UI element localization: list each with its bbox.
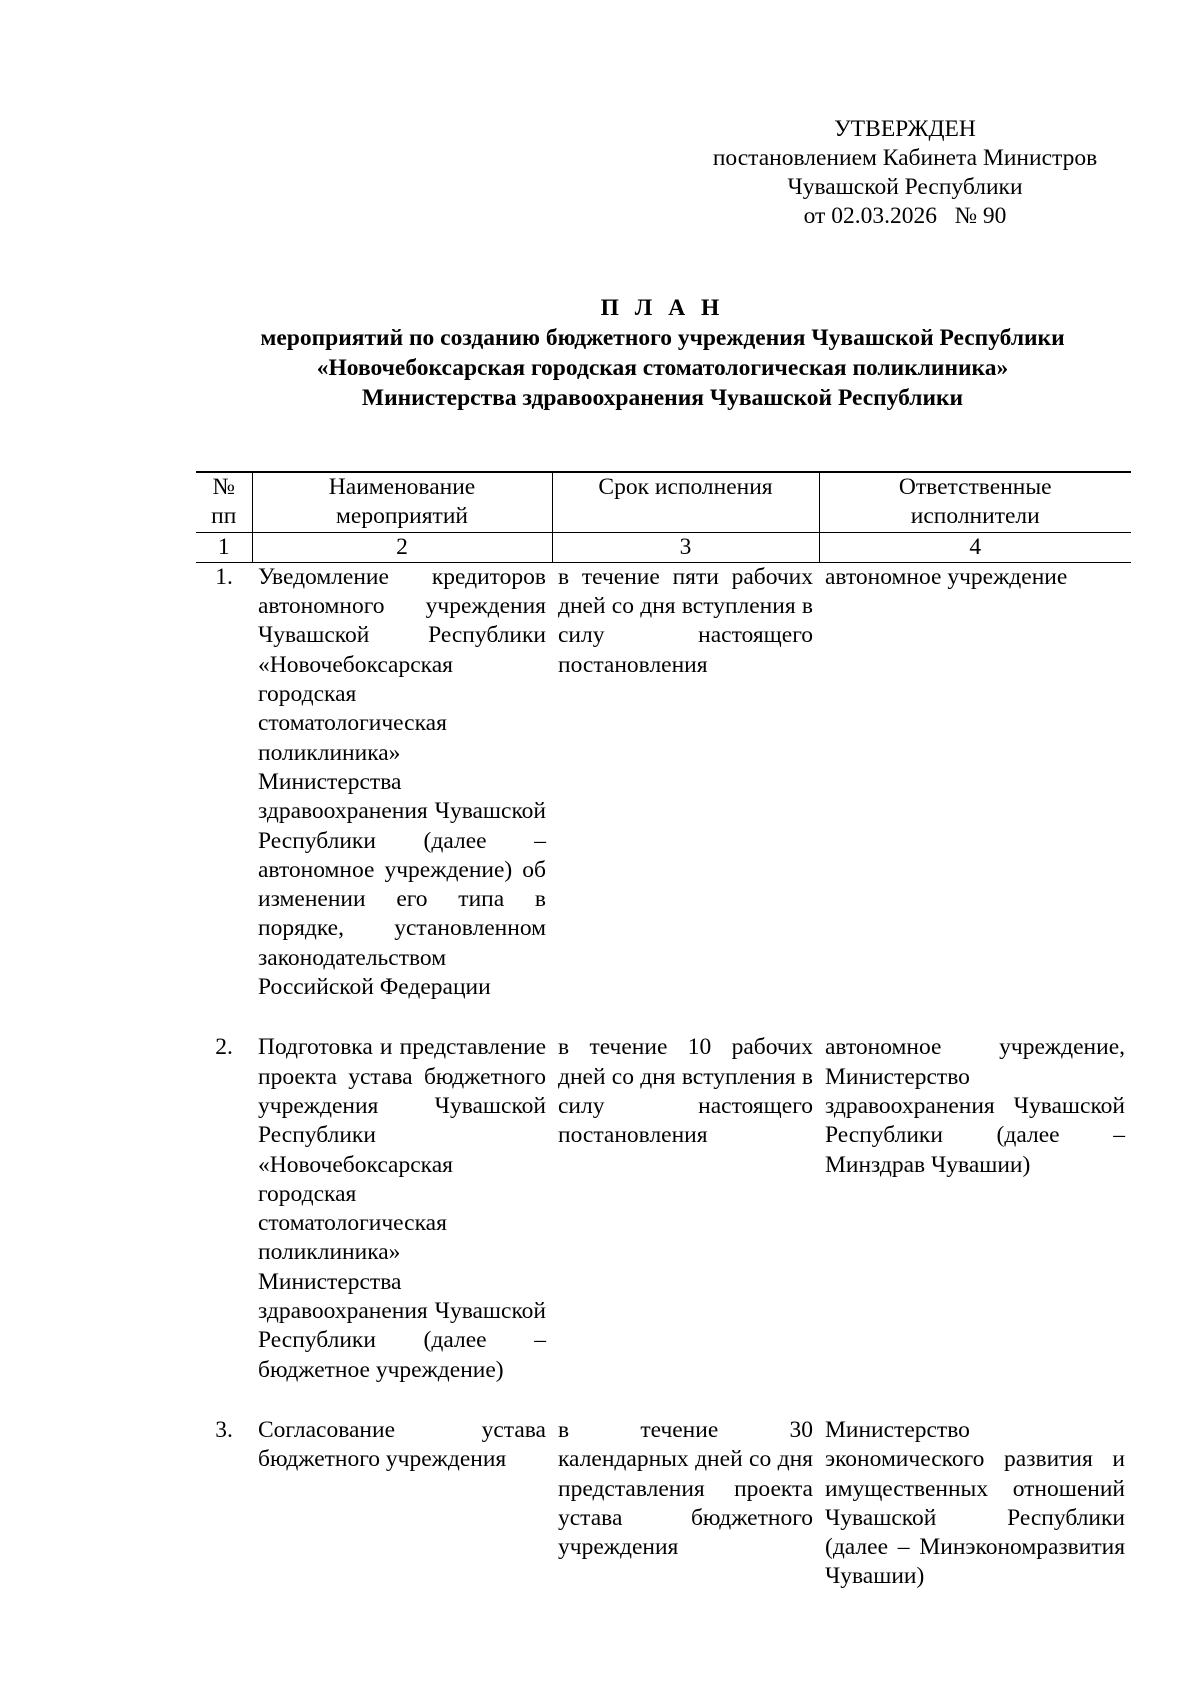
approval-republic: Чувашской Республики	[787, 174, 1023, 200]
plan-table	[196, 472, 1131, 1623]
approval-date-number: от 02.03.2026 № 90	[803, 203, 1007, 229]
row-term: в течение 30 календарных дней со дня представления проекта устава бюджетного учреждения	[558, 1416, 813, 1561]
table-row	[196, 562, 1131, 1033]
header-number-line1: №	[212, 474, 235, 500]
title-line-2: мероприятий по созданию бюджетного учреждения Чувашской Республики	[260, 325, 1065, 351]
row-number: 1.	[215, 563, 233, 590]
row-number: 3.	[215, 1416, 233, 1443]
header-name-line2: мероприятий	[336, 503, 468, 530]
row-activity: Уведомление кредиторов автономного учреждения Чувашской Республики «Новочебоксарская городская стоматологическая поликлиника» Министерства здравоохранения Чувашской Республики (далее – автономное учреждение) об изменении его типа в порядке, установленном законодательством Российской Федерации	[258, 563, 546, 1001]
header-number-line2: пп	[211, 503, 237, 530]
row-term: в течение 10 рабочих дней со дня вступления в силу настоящего постановления	[558, 1034, 813, 1149]
row-activity: Подготовка и представление проекта устава бюджетного учреждения Чувашской Республики «Новочебоксарская городская стоматологическая поликлиника» Министерства здравоохранения Чувашской Республики (далее – бюджетное учреждение)	[258, 1034, 546, 1383]
column-number-3: 3	[552, 532, 819, 562]
row-number: 2.	[215, 1034, 233, 1061]
column-number-1: 1	[196, 532, 252, 562]
approval-authority: постановлением Кабинета Министров	[712, 145, 1098, 171]
table-row	[196, 1416, 1131, 1623]
row-activity: Согласование устава бюджетного учреждения	[258, 1416, 546, 1473]
row-responsible: автономное учреждение	[825, 563, 1068, 590]
table-row	[196, 1033, 1131, 1416]
header-term-text: Срок исполнения	[598, 474, 773, 500]
document-title	[130, 293, 1195, 413]
header-responsible-line1: Ответственные	[898, 474, 1052, 500]
header-name-line1: Наименование	[328, 474, 476, 500]
column-number-2: 2	[252, 532, 552, 562]
approval-title: УТВЕРЖДЕН	[834, 116, 976, 142]
header-responsible	[819, 473, 1131, 533]
row-responsible: Министерство экономического развития и имущественных отношений Чувашской Республики (далее – Минэкономразвития Чувашии)	[825, 1416, 1125, 1590]
approval-stamp	[680, 115, 1130, 231]
title-line-3: «Новочебоксарская городская стоматологическая поликлиника»	[316, 355, 1009, 381]
header-responsible-line2: исполнители	[910, 503, 1040, 530]
title-line-4: Министерства здравоохранения Чувашской Республики	[361, 385, 964, 411]
title-plan: П Л А Н	[600, 295, 725, 321]
column-number-row	[196, 532, 1131, 562]
header-number	[196, 473, 252, 533]
table-header-row	[196, 473, 1131, 533]
row-term: в течение пяти рабочих дней со дня вступления в силу настоящего постановления	[558, 563, 813, 678]
column-number-4: 4	[819, 532, 1131, 562]
header-term	[552, 473, 819, 533]
header-name	[252, 473, 552, 533]
row-responsible: автономное учреждение, Министерство здравоохранения Чувашской Республики (далее – Минздрав Чувашии)	[825, 1034, 1125, 1178]
